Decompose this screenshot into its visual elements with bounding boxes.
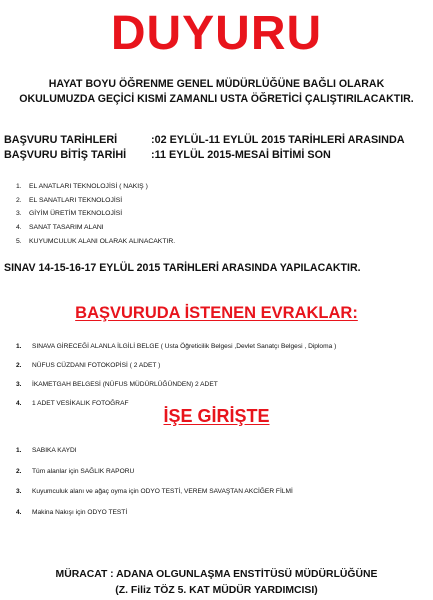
- item-number: 2.: [16, 196, 22, 204]
- date-value: :11 EYLÜL 2015-MESAİ BİTİMİ SON: [151, 149, 331, 161]
- item-number: 3.: [16, 381, 22, 388]
- date-label: BAŞVURU BİTİŞ TARİHİ: [4, 149, 127, 161]
- list-item: [16, 503, 293, 524]
- employment-heading: İŞE GİRİŞTE: [163, 406, 270, 426]
- list-item: [16, 235, 175, 249]
- documents-list: [16, 337, 336, 413]
- item-number: 2.: [16, 467, 22, 475]
- item-text: SABIKA KAYDI: [32, 447, 77, 454]
- item-text: İKAMETGAH BELGESİ (NÜFUS MÜDÜRLÜĞÜNDEN) 2 ADET: [32, 381, 218, 388]
- application-dates: [4, 133, 429, 163]
- footer-line: MÜRACAT : ADANA OLGUNLAŞMA ENSTİTÜSÜ MÜDÜRLÜĞÜNE: [55, 569, 378, 580]
- footer-line: (Z. Filiz TÖZ 5. KAT MÜDÜR YARDIMCISI): [115, 585, 318, 596]
- list-item: [16, 221, 175, 235]
- documents-heading: BAŞVURUDA İSTENEN EVRAKLAR:: [75, 304, 358, 322]
- item-number: 4.: [16, 400, 22, 407]
- item-number: 4.: [16, 508, 22, 516]
- list-item: [16, 180, 175, 194]
- intro-line: OKULUMUZDA GEÇİCİ KISMİ ZAMANLI USTA ÖĞRETİCİ ÇALIŞTIRILACAKTIR.: [19, 93, 414, 105]
- announcement-title: DUYURU: [110, 7, 323, 60]
- application-footer: [0, 567, 433, 599]
- item-number: 3.: [16, 210, 22, 218]
- item-text: SINAVA GİRECEĞİ ALANLA İLGİLİ BELGE ( Usta Öğreticilik Belgesi ,Devlet Sanatçı Belgesi , Diploma ): [32, 343, 337, 350]
- employment-list: [16, 441, 293, 523]
- exam-dates: SINAV 14-15-16-17 EYLÜL 2015 TARİHLERİ ARASINDA YAPILACAKTIR.: [4, 262, 361, 274]
- date-label: BAŞVURU TARİHLERİ: [4, 134, 118, 146]
- item-text: NÜFUS CÜZDANI FOTOKOPİSİ ( 2 ADET ): [32, 362, 161, 369]
- item-text: KUYUMCULUK ALANI OLARAK ALINACAKTIR.: [29, 237, 176, 245]
- item-text: 1 ADET VESİKALIK FOTOĞRAF: [32, 400, 129, 407]
- date-row: [4, 148, 429, 163]
- item-text: Makina Nakışı için ODYO TESTİ: [32, 508, 128, 516]
- item-number: 1.: [16, 343, 22, 350]
- list-item: [16, 482, 293, 503]
- intro-line: HAYAT BOYU ÖĞRENME GENEL MÜDÜRLÜĞÜNE BAĞLI OLARAK: [48, 78, 385, 90]
- date-value: :02 EYLÜL-11 EYLÜL 2015 TARİHLERİ ARASINDA: [151, 134, 405, 146]
- list-item: [16, 462, 293, 483]
- intro-text: [0, 77, 433, 107]
- list-item: [16, 337, 336, 356]
- item-number: 1.: [16, 447, 22, 454]
- item-text: SANAT TASARIM ALANI: [29, 224, 104, 232]
- list-item: [16, 194, 175, 208]
- item-text: GİYİM ÜRETİM TEKNOLOJİSİ: [29, 210, 123, 218]
- item-text: EL SANATLARI TEKNOLOJİSİ: [29, 196, 123, 204]
- item-number: 1.: [16, 183, 22, 190]
- item-number: 5.: [16, 237, 22, 245]
- list-item: [16, 207, 175, 221]
- item-number: 4.: [16, 224, 22, 232]
- list-item: [16, 375, 336, 394]
- item-number: 3.: [16, 488, 22, 495]
- item-text: EL ANATLARI TEKNOLOJİSİ ( NAKIŞ ): [29, 183, 148, 190]
- item-text: Tüm alanlar için SAĞLIK RAPORU: [32, 467, 135, 475]
- areas-list: [16, 180, 175, 249]
- date-row: [4, 133, 429, 148]
- item-text: Kuyumculuk alanı ve ağaç oyma için ODYO TESTİ, VEREM SAVAŞTAN AKCİĞER FİLMİ: [32, 488, 293, 495]
- list-item: [16, 441, 293, 462]
- item-number: 2.: [16, 362, 22, 369]
- list-item: [16, 356, 336, 375]
